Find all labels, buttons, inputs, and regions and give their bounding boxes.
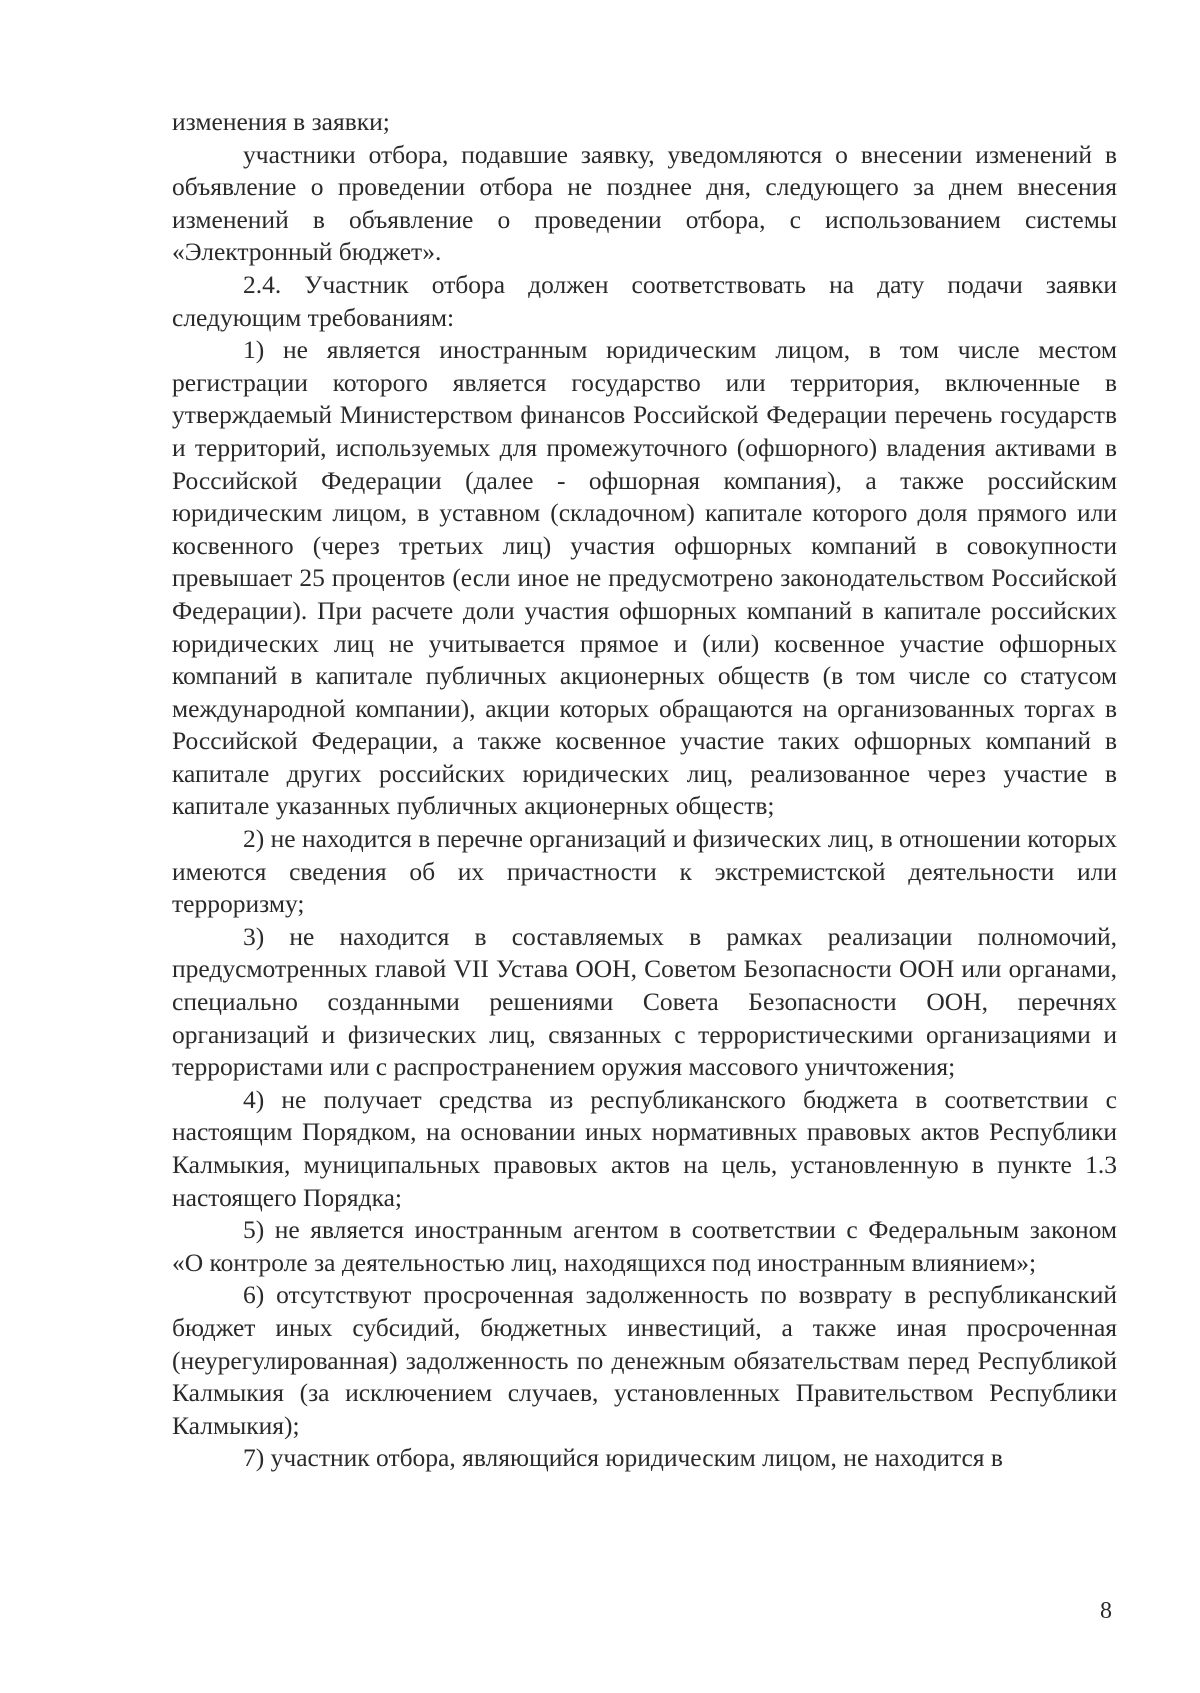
- requirement-item-4: 4) не получает средства из республиканского бюджета в соответствии с настоящим Порядком, на основании иных нормативных правовых актов Республики Калмыкия, муниципальных правовых актов на цель, установленную в пункте 1.3 настоящего Порядка;: [172, 1084, 1117, 1212]
- requirement-item-3: 3) не находится в составляемых в рамках реализации полномочий, предусмотренных главой VII Устава ООН, Советом Безопасности ООН или органами, специально созданными решениями Совета Безопасности ООН, перечнях организаций и физических лиц, связанных с террористическими организациями и террористами или с распространением оружия массового уничтожения;: [172, 921, 1117, 1082]
- requirement-item-6: 6) отсутствуют просроченная задолженность по возврату в республиканский бюджет иных субсидий, бюджетных инвестиций, а также иная просроченная (неурегулированная) задолженность по денежным обязательствам перед Республикой Калмыкия (за исключением случаев, установленных Правительством Республики Калмыкия);: [172, 1280, 1117, 1440]
- requirement-item-7: 7) участник отбора, являющийся юридическим лицом, не находится в: [243, 1443, 1003, 1473]
- document-body: [172, 106, 1117, 1475]
- page-number: 8: [1100, 1598, 1112, 1624]
- requirement-item-1: 1) не является иностранным юридическим лицом, в том числе местом регистрации которого является государство или территория, включенные в утверждаемый Министерством финансов Российской Федерации перечень государств и территорий, используемых для промежуточного (офшорного) владения активами в Российской Федерации (далее - офшорная компания), а также российским юридическим лицом, в уставном (складочном) капитале которого доля прямого или косвенного (через третьих лиц) участия офшорных компаний в совокупности превышает 25 процентов (если иное не предусмотрено законодательством Российской Федерации). При расчете доли участия офшорных компаний в капитале российских юридических лиц не учитывается прямое и (или) косвенное участие офшорных компаний в капитале публичных акционерных обществ (в том числе со статусом международной компании), акции которых обращаются на организованных торгах в Российской Федерации, а также косвенное участие таких офшорных компаний в капитале других российских юридических лиц, реализованное через участие в капитале указанных публичных акционерных обществ;: [172, 335, 1117, 821]
- requirement-item-2: 2) не находится в перечне организаций и физических лиц, в отношении которых имеются сведения об их причастности к экстремистской деятельности или терроризму;: [172, 824, 1117, 919]
- requirement-item-5: 5) не является иностранным агентом в соответствии с Федеральным законом «О контроле за деятельностью лиц, находящихся под иностранным влиянием»;: [172, 1215, 1117, 1277]
- paragraph-continuation: изменения в заявки;: [172, 107, 390, 136]
- paragraph-participants-notice: участники отбора, подавшие заявку, уведомляются о внесении изменений в объявление о проведении отбора не позднее дня, следующего за днем внесения изменений в объявление о проведении отбора, с использованием системы «Электронный бюджет».: [172, 139, 1117, 267]
- paragraph-section-2-4: 2.4. Участник отбора должен соответствовать на дату подачи заявки следующим требованиям:: [172, 269, 1117, 332]
